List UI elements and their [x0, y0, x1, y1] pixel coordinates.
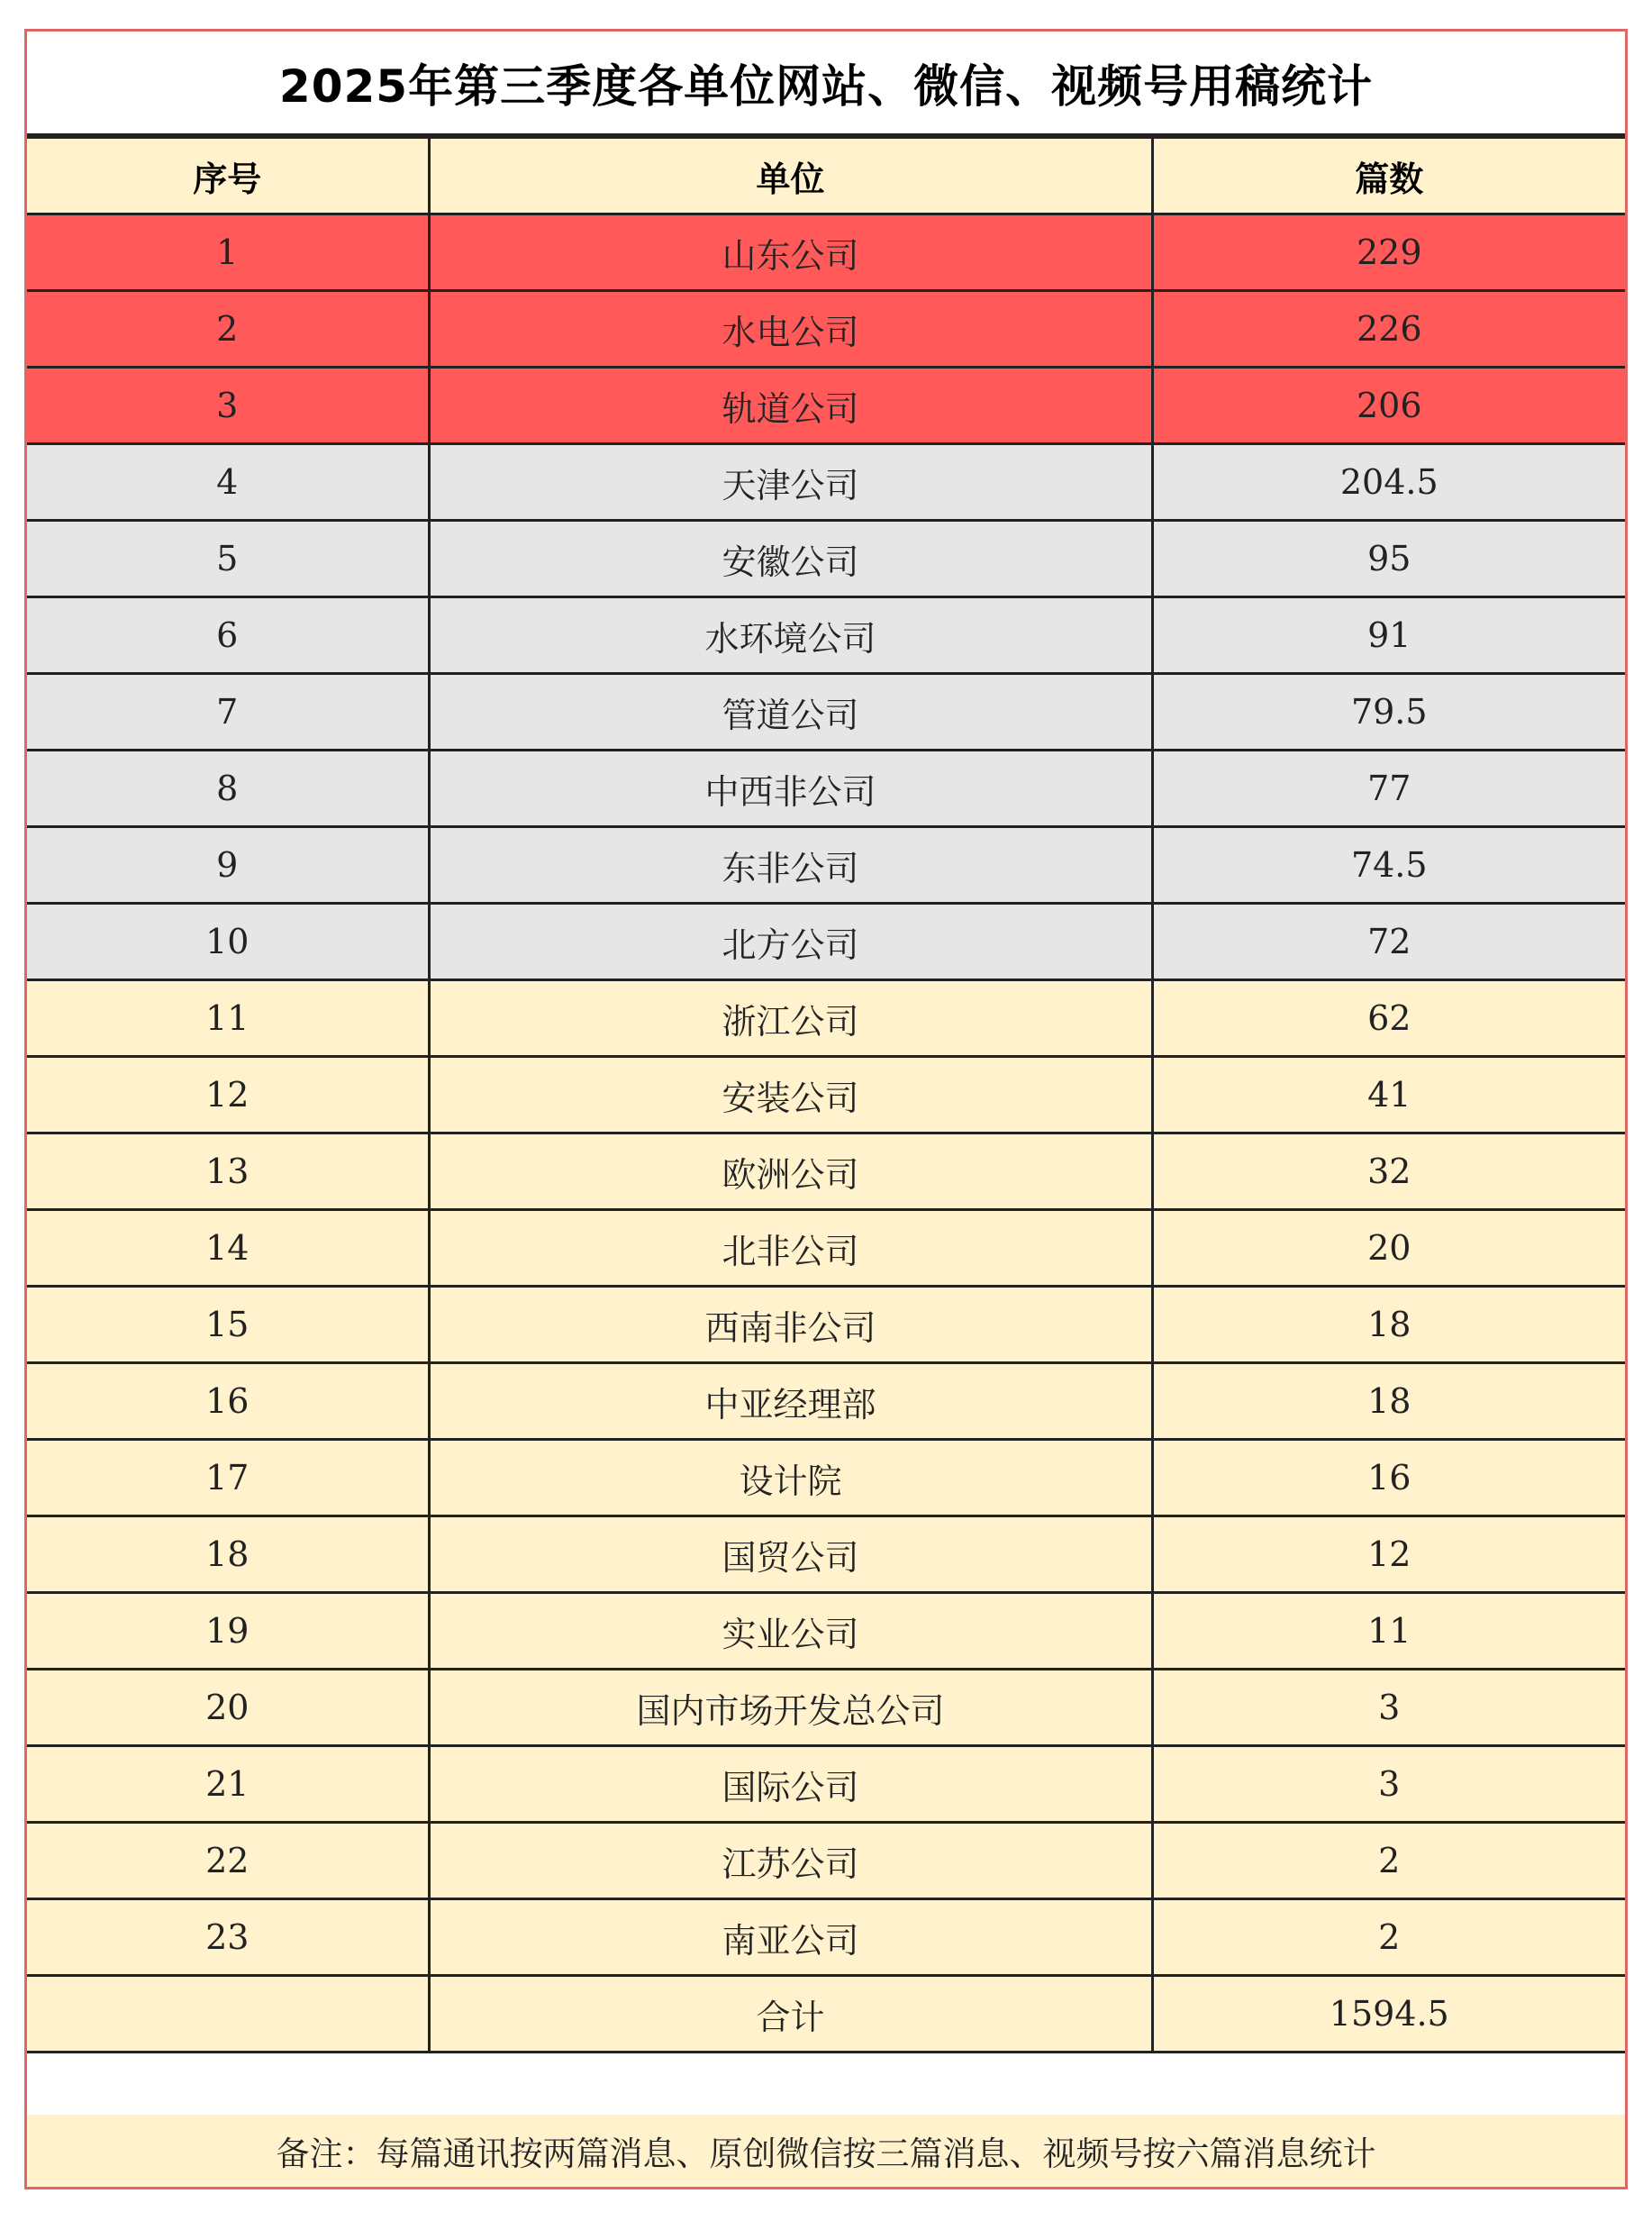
row-number-cell: 4 — [27, 444, 429, 521]
row-number-cell: 16 — [27, 1363, 429, 1440]
row-unit-cell: 天津公司 — [429, 444, 1152, 521]
row-number-cell: 9 — [27, 827, 429, 904]
row-number-cell: 13 — [27, 1133, 429, 1210]
row-unit-cell: 东非公司 — [429, 827, 1152, 904]
row-unit-cell: 安徽公司 — [429, 521, 1152, 597]
row-count-cell: 2 — [1152, 1899, 1625, 1976]
row-count-cell: 20 — [1152, 1210, 1625, 1287]
row-unit-cell: 欧洲公司 — [429, 1133, 1152, 1210]
total-number-cell — [27, 1976, 429, 2053]
table-row — [27, 368, 1625, 444]
row-unit-cell: 水环境公司 — [429, 597, 1152, 674]
total-count-cell: 1594.5 — [1152, 1976, 1625, 2053]
row-count-cell: 229 — [1152, 214, 1625, 291]
row-count-cell: 18 — [1152, 1363, 1625, 1440]
header-unit: 单位 — [429, 138, 1152, 214]
row-number-cell: 10 — [27, 904, 429, 980]
row-unit-cell: 江苏公司 — [429, 1823, 1152, 1899]
table-row — [27, 1287, 1625, 1363]
row-count-cell: 18 — [1152, 1287, 1625, 1363]
row-count-cell: 91 — [1152, 597, 1625, 674]
page-title: 2025年第三季度各单位网站、微信、视频号用稿统计 — [278, 59, 1374, 113]
table-row — [27, 214, 1625, 291]
statistics-sheet — [24, 29, 1628, 2189]
row-number-cell: 6 — [27, 597, 429, 674]
row-count-cell: 72 — [1152, 904, 1625, 980]
row-count-cell: 2 — [1152, 1823, 1625, 1899]
row-number-cell: 21 — [27, 1746, 429, 1823]
statistics-table — [27, 136, 1625, 2053]
total-label-cell: 合计 — [429, 1976, 1152, 2053]
row-unit-cell: 中西非公司 — [429, 751, 1152, 827]
note-bar — [27, 2115, 1625, 2187]
row-number-cell: 3 — [27, 368, 429, 444]
row-count-cell: 16 — [1152, 1440, 1625, 1516]
table-row — [27, 1057, 1625, 1133]
row-count-cell: 204.5 — [1152, 444, 1625, 521]
table-row — [27, 444, 1625, 521]
row-count-cell: 12 — [1152, 1516, 1625, 1593]
header-row — [27, 138, 1625, 214]
row-unit-cell: 实业公司 — [429, 1593, 1152, 1670]
row-count-cell: 95 — [1152, 521, 1625, 597]
row-number-cell: 22 — [27, 1823, 429, 1899]
row-unit-cell: 国贸公司 — [429, 1516, 1152, 1593]
row-unit-cell: 国内市场开发总公司 — [429, 1670, 1152, 1746]
title-bar — [27, 32, 1625, 136]
row-count-cell: 3 — [1152, 1746, 1625, 1823]
row-unit-cell: 西南非公司 — [429, 1287, 1152, 1363]
table-row — [27, 1210, 1625, 1287]
row-unit-cell: 水电公司 — [429, 291, 1152, 368]
row-number-cell: 8 — [27, 751, 429, 827]
total-row — [27, 1976, 1625, 2053]
table-row — [27, 291, 1625, 368]
table-row — [27, 1516, 1625, 1593]
row-number-cell: 15 — [27, 1287, 429, 1363]
row-number-cell: 5 — [27, 521, 429, 597]
row-count-cell: 79.5 — [1152, 674, 1625, 751]
row-unit-cell: 设计院 — [429, 1440, 1152, 1516]
table-row — [27, 1746, 1625, 1823]
row-count-cell: 77 — [1152, 751, 1625, 827]
row-number-cell: 12 — [27, 1057, 429, 1133]
row-number-cell: 1 — [27, 214, 429, 291]
row-unit-cell: 轨道公司 — [429, 368, 1152, 444]
row-unit-cell: 浙江公司 — [429, 980, 1152, 1057]
table-row — [27, 1440, 1625, 1516]
row-number-cell: 2 — [27, 291, 429, 368]
row-unit-cell: 国际公司 — [429, 1746, 1152, 1823]
table-header — [27, 138, 1625, 214]
table-body — [27, 214, 1625, 1976]
row-unit-cell: 山东公司 — [429, 214, 1152, 291]
table-row — [27, 597, 1625, 674]
header-number: 序号 — [27, 138, 429, 214]
table-row — [27, 751, 1625, 827]
row-number-cell: 14 — [27, 1210, 429, 1287]
row-count-cell: 62 — [1152, 980, 1625, 1057]
row-count-cell: 41 — [1152, 1057, 1625, 1133]
row-count-cell: 3 — [1152, 1670, 1625, 1746]
row-number-cell: 17 — [27, 1440, 429, 1516]
row-count-cell: 32 — [1152, 1133, 1625, 1210]
row-number-cell: 18 — [27, 1516, 429, 1593]
table-row — [27, 980, 1625, 1057]
table-row — [27, 1899, 1625, 1976]
row-count-cell: 11 — [1152, 1593, 1625, 1670]
footnote: 备注：每篇通讯按两篇消息、原创微信按三篇消息、视频号按六篇消息统计 — [276, 2135, 1376, 2173]
table-row — [27, 904, 1625, 980]
table-row — [27, 1593, 1625, 1670]
header-count: 篇数 — [1152, 138, 1625, 214]
row-unit-cell: 南亚公司 — [429, 1899, 1152, 1976]
row-count-cell: 206 — [1152, 368, 1625, 444]
table-row — [27, 521, 1625, 597]
table-row — [27, 827, 1625, 904]
row-unit-cell: 北方公司 — [429, 904, 1152, 980]
row-number-cell: 20 — [27, 1670, 429, 1746]
row-number-cell: 11 — [27, 980, 429, 1057]
table-row — [27, 1133, 1625, 1210]
row-unit-cell: 中亚经理部 — [429, 1363, 1152, 1440]
table-row — [27, 674, 1625, 751]
row-number-cell: 19 — [27, 1593, 429, 1670]
table-row — [27, 1823, 1625, 1899]
table-row — [27, 1670, 1625, 1746]
row-count-cell: 226 — [1152, 291, 1625, 368]
row-number-cell: 7 — [27, 674, 429, 751]
row-count-cell: 74.5 — [1152, 827, 1625, 904]
table-row — [27, 1363, 1625, 1440]
row-unit-cell: 管道公司 — [429, 674, 1152, 751]
row-unit-cell: 北非公司 — [429, 1210, 1152, 1287]
row-unit-cell: 安装公司 — [429, 1057, 1152, 1133]
row-number-cell: 23 — [27, 1899, 429, 1976]
